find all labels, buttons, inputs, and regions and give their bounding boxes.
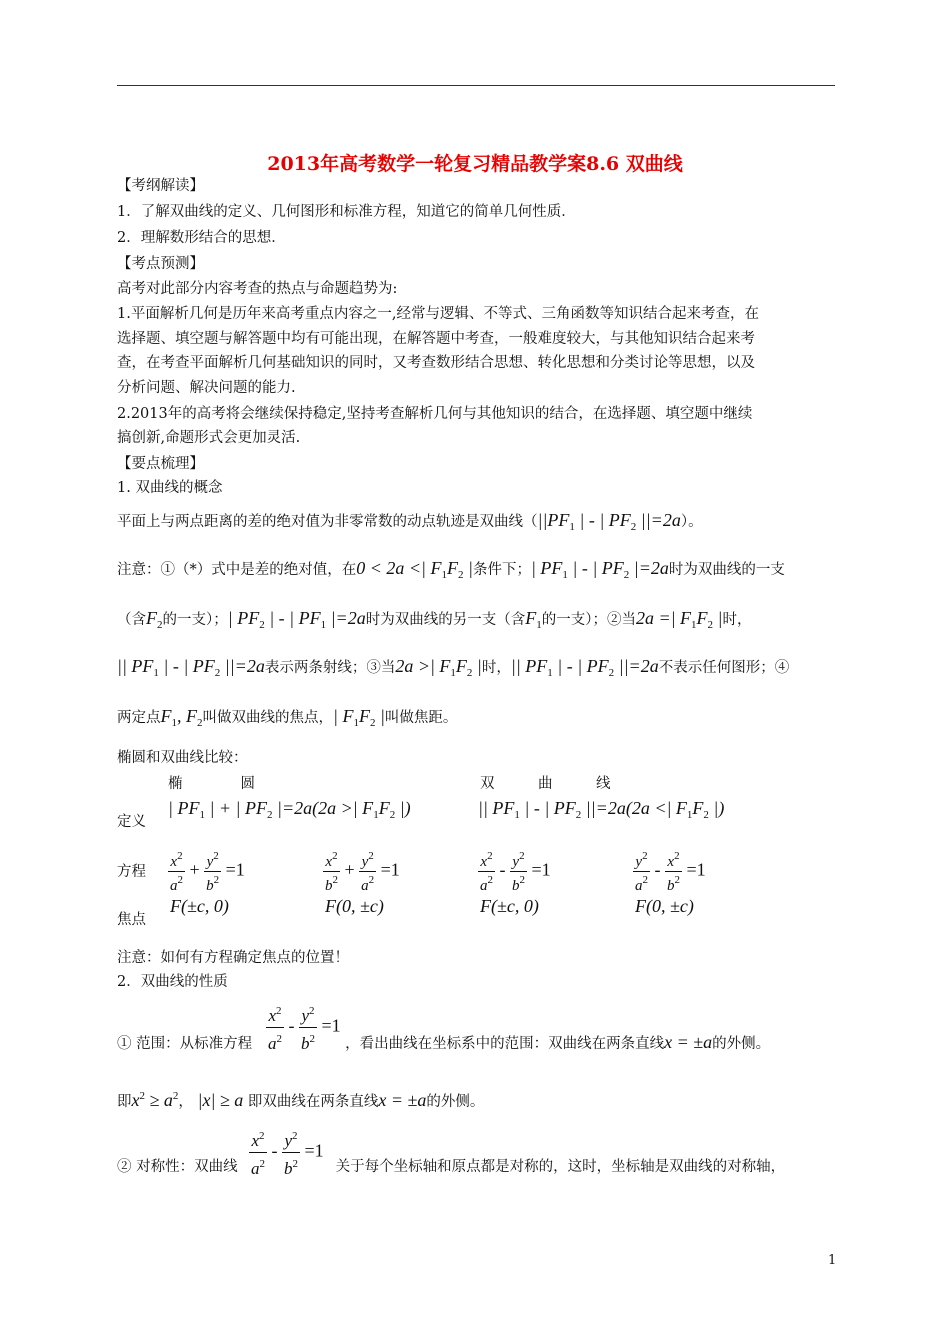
column-header-hyperbola: 双 曲 线 [480, 776, 611, 792]
definition-line: 平面上与两点距离的差的绝对值为非零常数的动点轨迹是双曲线（$||PF_1$ | - | $PF_2$ ||=2a）。 [117, 510, 703, 533]
hyperbola-focus-x: F(±c, 0) [480, 896, 539, 916]
paragraph: 查，在考查平面解析几何基础知识的同时，又考查数形结合思想、转化思想和分类讨论等思想，以及 [117, 355, 755, 371]
page-number: 1 [828, 1253, 837, 1268]
paragraph: 1．了解双曲线的定义、几何图形和标准方程，知道它的简单几何性质． [117, 204, 576, 220]
paragraph: 椭圆和双曲线比较： [117, 750, 248, 766]
symmetry-equation: $\frac{x^2}{a^2}$ - $\frac{y^2}{b^2}$ =1 [249, 1125, 324, 1180]
section-heading: 【考点预测】 [117, 256, 204, 272]
paragraph: 分析问题、解决问题的能力. [117, 380, 296, 396]
ellipse-equation-y: $\frac{x^2}{b^2}$ + $\frac{y^2}{a^2}$ =1 [325, 850, 400, 894]
row-label-focus: 焦点 [117, 912, 146, 928]
paragraph: 选择题、填空题与解答题中均有可能出现，在解答题中考查，一般难度较大，与其他知识结合起来考 [117, 331, 755, 347]
subheading: 2．双曲线的性质 [117, 974, 228, 990]
hyperbola-definition-formula: || $PF_1$ | - | $PF_2$ ||=2a(2a <| $F_1F_2$ |) [478, 798, 725, 821]
note-line: （含$F_2$的一支）；| $PF_2$ | - | $PF_1$ |=2a时为双曲线的另一支（含$F_1$的一支）；②当2a =| $F_1F_2$ |时， [117, 608, 752, 631]
note-line: 两定点$F_1$, $F_2$叫做双曲线的焦点，| $F_1F_2$ |叫做焦距。 [117, 706, 458, 729]
hyperbola-equation-y: $\frac{y^2}{a^2}$ - $\frac{x^2}{b^2}$ =1 [635, 850, 706, 894]
ellipse-focus-y: F(0, ±c) [325, 896, 384, 916]
range-line: ① 范围：从标准方程 ，看出曲线在坐标系中的范围：双曲线在两条直线x = ±a的外侧。 [117, 1032, 771, 1052]
paragraph: 2.2013年的高考将会继续保持稳定,坚持考查解析几何与其他知识的结合，在选择题、填空题中继续 [117, 406, 753, 422]
paragraph: 注意：如何有方程确定焦点的位置！ [117, 950, 349, 966]
row-label-equation: 方程 [117, 864, 146, 880]
paragraph: 高考对此部分内容考查的热点与命题趋势为: [117, 281, 398, 297]
note-line: 注意：①（*）式中是差的绝对值，在0 < 2a <| $F_1F_2$ |条件下；| $PF_1$ | - | $PF_2$ |=2a时为双曲线的一支 [117, 558, 785, 581]
ellipse-focus-x: F(±c, 0) [170, 896, 229, 916]
page-title: 2013年高考数学一轮复习精品教学案8.6 双曲线 [267, 153, 683, 175]
range-equation: $\frac{x^2}{a^2}$ - $\frac{y^2}{b^2}$ =1 [266, 1000, 341, 1055]
paragraph: 1.平面解析几何是历年来高考重点内容之一,经常与逻辑、不等式、三角函数等知识结合起来考查，在 [117, 306, 759, 322]
column-header-ellipse: 椭 圆 [168, 776, 255, 792]
section-heading: 【要点梳理】 [117, 456, 204, 472]
note-line: || $PF_1$ | - | $PF_2$ ||=2a表示两条射线；③当2a >| $F_1F_2$ |时，|| $PF_1$ | - | $PF_2$ ||=2a不表示任何图形；④ [117, 656, 790, 679]
hyperbola-equation-x: $\frac{x^2}{a^2}$ - $\frac{y^2}{b^2}$ =1 [480, 850, 551, 894]
header-rule [117, 85, 835, 86]
hyperbola-focus-y: F(0, ±c) [635, 896, 694, 916]
paragraph: 2．理解数形结合的思想． [117, 230, 286, 246]
paragraph: 搞创新,命题形式会更加灵活. [117, 430, 301, 446]
row-label-definition: 定义 [117, 814, 146, 830]
subheading: 1. 双曲线的概念 [117, 480, 223, 496]
ji-line: 即$x^2 \ge a^2$， |x| ≥ a 即双曲线在两条直线x = ±a的外侧。 [117, 1090, 485, 1110]
section-heading: 【考纲解读】 [117, 178, 204, 194]
ellipse-equation-x: $\frac{x^2}{a^2}$ + $\frac{y^2}{b^2}$ =1 [170, 850, 245, 894]
symmetry-line: ② 对称性：双曲线 关于每个坐标轴和原点都是对称的，这时，坐标轴是双曲线的对称轴， [117, 1159, 786, 1175]
ellipse-definition-formula: | $PF_1$ | + | $PF_2$ |=2a(2a >| $F_1F_2$ |) [168, 798, 411, 821]
